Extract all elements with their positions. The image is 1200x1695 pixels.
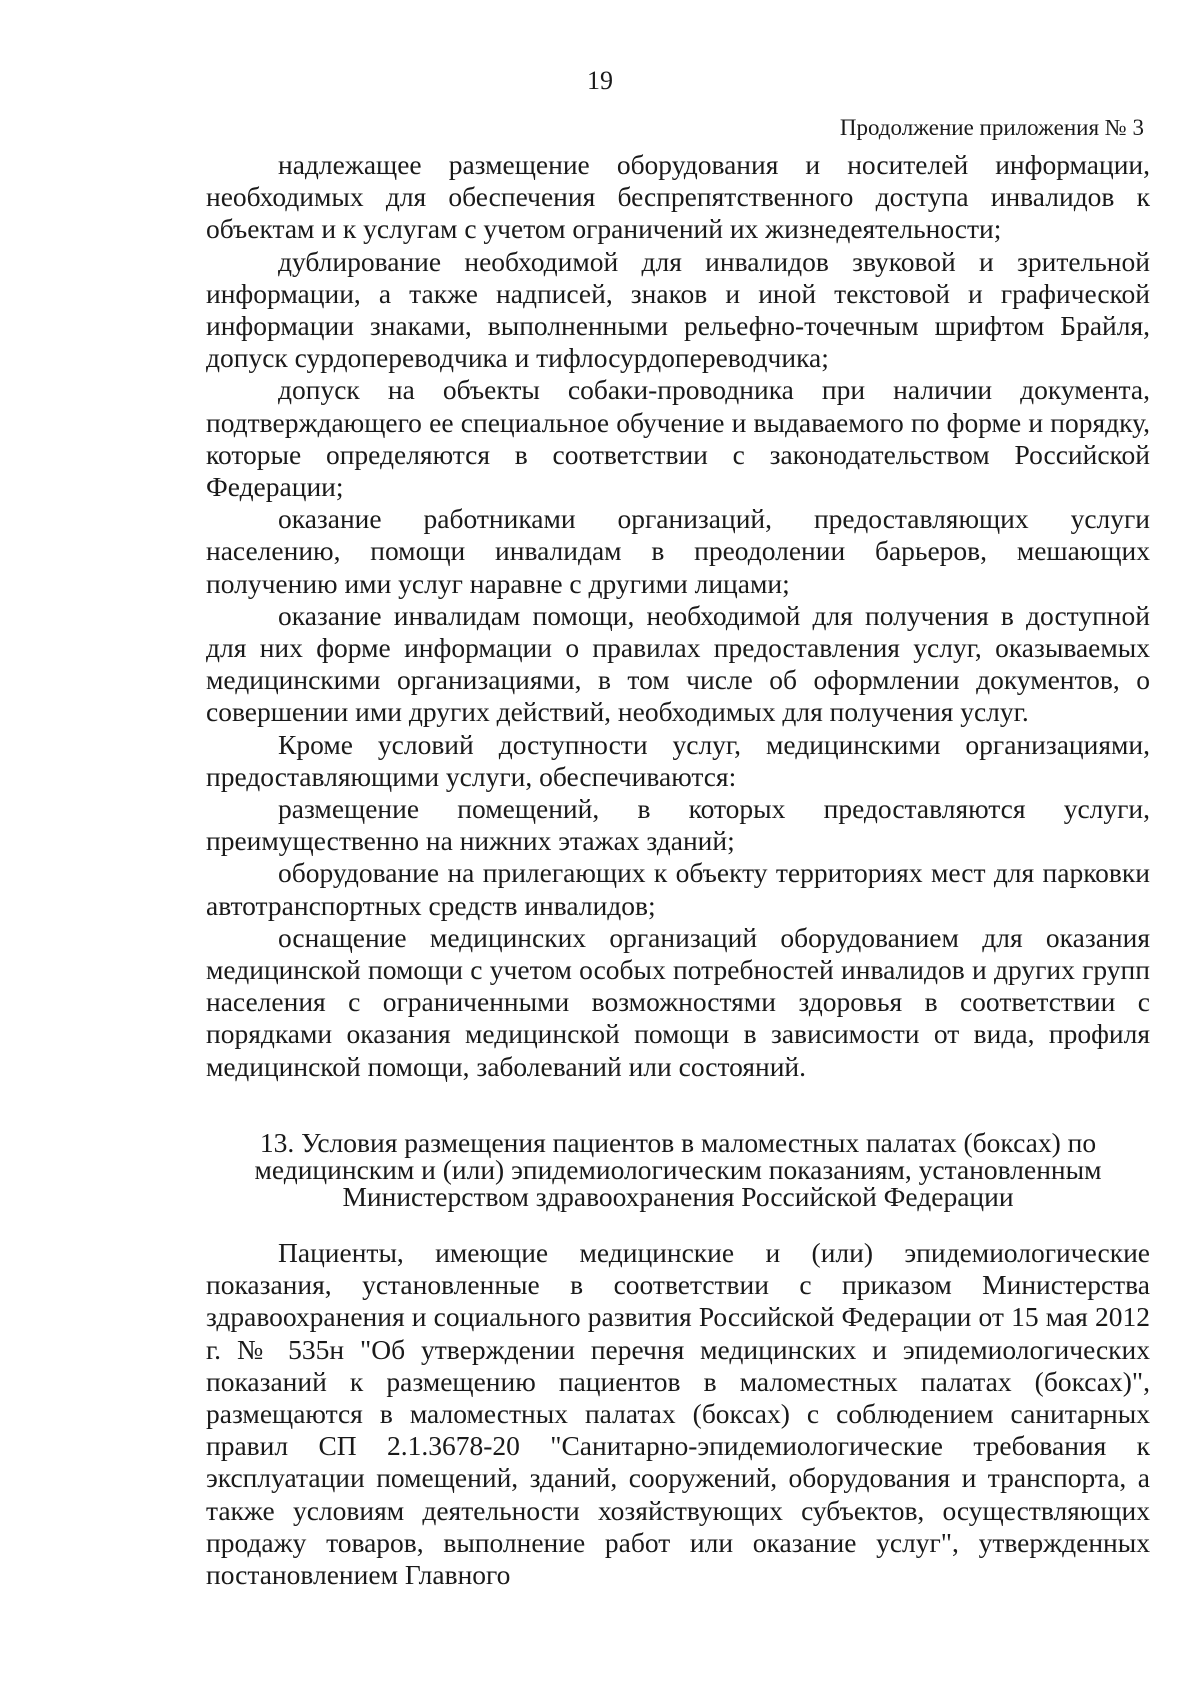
body-text-bottom [206, 1237, 1150, 1591]
appendix-continuation-note: Продолжение приложения № 3 [839, 115, 1144, 140]
paragraph: оказание работниками организаций, предоставляющих услуги населению, помощи инвалидам в преодолении барьеров, мешающих получению ими услуг наравне с другими лицами; [206, 503, 1150, 599]
page-number: 19 [587, 66, 613, 95]
paragraph: Кроме условий доступности услуг, медицинскими организациями, предоставляющими услуги, обеспечиваются: [206, 728, 1150, 792]
paragraph: дублирование необходимой для инвалидов звуковой и зрительной информации, а также надписей, знаков и иной текстовой и графической информации знаками, выполненными рельефно-точечным шрифтом Брайля, допуск сурдопереводчика и тифлосурдопереводчика; [206, 245, 1150, 374]
paragraph: оборудование на прилегающих к объекту территориях мест для парковки автотранспортных средств инвалидов; [206, 857, 1150, 921]
section-heading: 13. Условия размещения пациентов в маломестных палатах (боксах) по медицинским и (или) эпидемиологическим показаниям, установленным Министерством здравоохранения Российской Федерации [254, 1127, 1102, 1212]
paragraph: Пациенты, имеющие медицинские и (или) эпидемиологические показания, установленные в соответствии с приказом Министерства здравоохранения и социального развития Российской Федерации от 15 мая 2012 г. № 535н "Об утверждении перечня медицинских и эпидемиологических показаний к размещению пациентов в маломестных палатах (боксах)", размещаются в маломестных палатах (боксах) с соблюдением санитарных правил СП 2.1.3678-20 "Санитарно-эпидемиологические требования к эксплуатации помещений, зданий, сооружений, оборудования и транспорта, а также условиям деятельности хозяйствующих субъектов, осуществляющих продажу товаров, выполнение работ или оказание услуг", утвержденных постановлением Главного [206, 1237, 1150, 1591]
body-text-top [206, 149, 1150, 1083]
paragraph: оказание инвалидам помощи, необходимой для получения в доступной для них форме информации о правилах предоставления услуг, оказываемых медицинскими организациями, в том числе об оформлении документов, о совершении ими других действий, необходимых для получения услуг. [206, 599, 1150, 728]
paragraph: оснащение медицинских организаций оборудованием для оказания медицинской помощи с учетом особых потребностей инвалидов и других групп населения с ограниченными возможностями здоровья в соответствии с порядками оказания медицинской помощи в зависимости от вида, профиля медицинской помощи, заболеваний или состояний. [206, 921, 1150, 1082]
paragraph: размещение помещений, в которых предоставляются услуги, преимущественно на нижних этажах зданий; [206, 793, 1150, 857]
paragraph: надлежащее размещение оборудования и носителей информации, необходимых для обеспечения беспрепятственного доступа инвалидов к объектам и к услугам с учетом ограничений их жизнедеятельности; [206, 149, 1150, 245]
paragraph: допуск на объекты собаки-проводника при наличии документа, подтверждающего ее специальное обучение и выдаваемого по форме и порядку, которые определяются в соответствии с законодательством Российской Федерации; [206, 374, 1150, 503]
